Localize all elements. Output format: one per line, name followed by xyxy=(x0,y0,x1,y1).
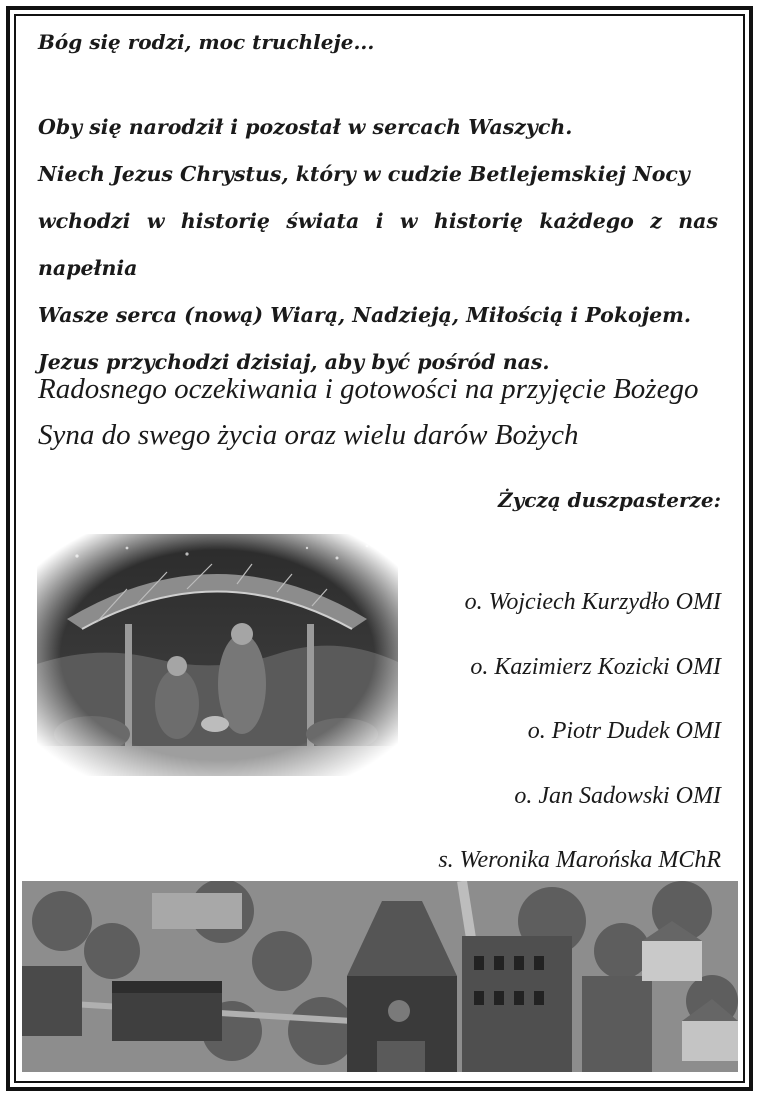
paragraph-line: Jezus przychodzi dzisiaj, aby być pośród nas. xyxy=(38,350,550,374)
wish-line: Syna do swego życia oraz wielu darów Bożych xyxy=(38,419,579,451)
signatory-name: s. Weronika Marońska MChR xyxy=(438,847,721,873)
paragraph-line: Niech Jezus Chrystus, który w cudzie Betlejemskiej Nocy xyxy=(38,162,690,186)
signatory-name: o. Piotr Dudek OMI xyxy=(527,718,721,744)
signatory-name: o. Kazimierz Kozicki OMI xyxy=(470,653,721,680)
signatory-name: o. Wojciech Kurzydło OMI xyxy=(464,589,721,615)
nativity-photo xyxy=(37,534,398,776)
paragraph-line: wchodzi w historię świata i w historię każdego z nas napełnia xyxy=(38,209,718,280)
paragraph-line: Wasze serca (nową) Wiarą, Nadzieją, Miłością i Pokojem. xyxy=(38,303,692,327)
signoff: Życzą duszpasterze: xyxy=(498,488,721,512)
church-aerial-photo xyxy=(22,881,738,1072)
christmas-wish xyxy=(38,366,728,458)
paragraph-line: Oby się narodził i pozostał w sercach Waszych. xyxy=(38,115,573,139)
signatory-list xyxy=(361,582,721,905)
wish-line: Radosnego oczekiwania i gotowości na przyjęcie Bożego xyxy=(38,373,699,405)
intro-line: Bóg się rodzi, moc truchleje... xyxy=(38,30,375,54)
greeting-paragraph xyxy=(38,104,718,386)
signatory-name: o. Jan Sadowski OMI xyxy=(514,782,721,809)
